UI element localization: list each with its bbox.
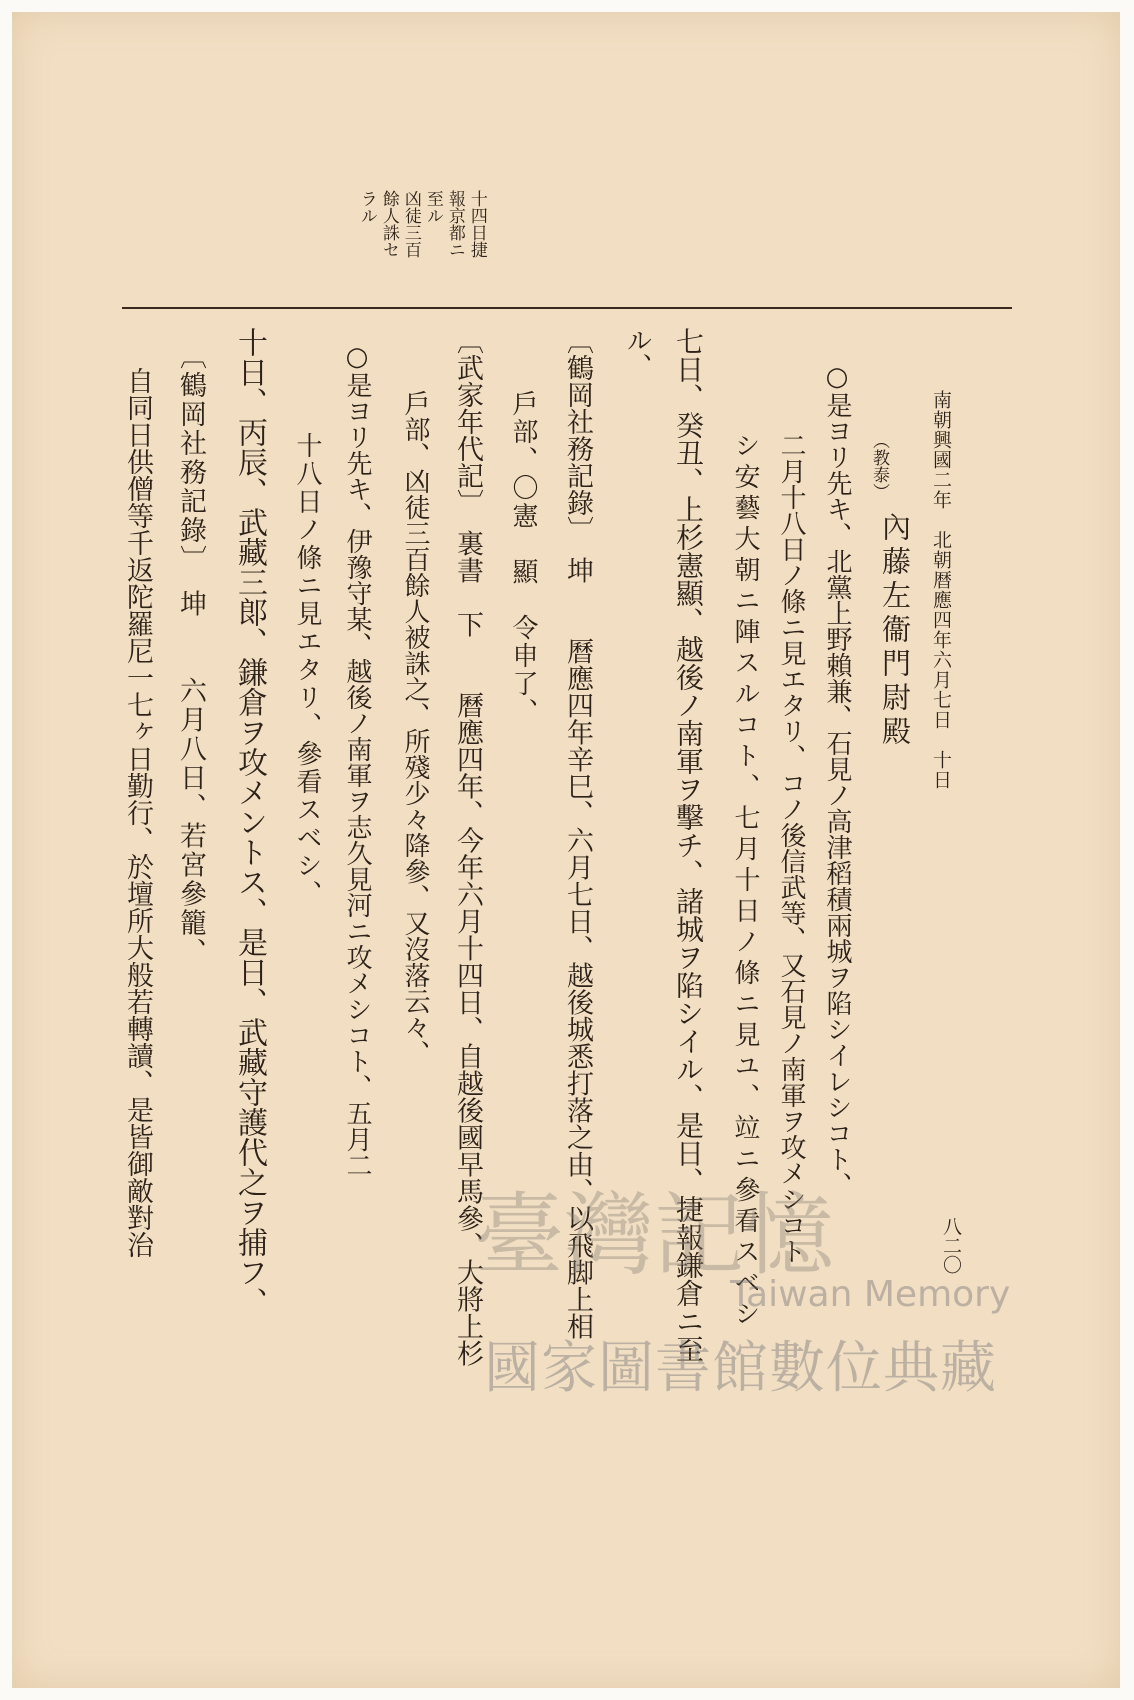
text-column: 十八日ノ條ニ見エタリ、參看スベシ、 bbox=[292, 432, 322, 908]
text-column: 二月十八日ノ條ニ見エタリ、コノ後信武等、又石見ノ南軍ヲ攻メシコト bbox=[776, 432, 806, 1264]
running-head: 南朝興國二年 北朝暦應四年六月七日 十日 bbox=[929, 390, 952, 790]
text-column: 十日、丙辰、武藏三郞、鎌倉ヲ攻メントス、是日、武藏守護代之ヲ捕フ、 bbox=[232, 327, 267, 1317]
side-note: 十四日捷 bbox=[466, 190, 487, 258]
watermark-institution: 國家圖書館數位典藏 bbox=[484, 1336, 997, 1401]
side-note: 凶徒三百 bbox=[400, 190, 421, 258]
watermark-english: Taiwan Memory bbox=[730, 1274, 1011, 1315]
side-note: ラル bbox=[356, 190, 377, 224]
header-divider bbox=[122, 307, 1012, 309]
document-page bbox=[12, 12, 1120, 1688]
text-column: 〔武家年代記〕 裏書 下 曆應四年、今年六月十四日、自越後國早馬參、大將上杉 bbox=[452, 327, 483, 1367]
text-column: シ安藝大朝ニ陣スルコト、七月十日ノ條ニ見ユ、竝ニ參看スベシ bbox=[730, 432, 760, 1331]
text-column: 內藤左衞門尉殿 bbox=[878, 512, 912, 750]
side-note: 餘人誅セ bbox=[378, 190, 399, 258]
text-column: 〔鶴岡社務記錄〕 坤 六月八日、若宮參籠、 bbox=[175, 342, 206, 967]
text-column: 七日、癸丑、上杉憲顯、越後ノ南軍ヲ擊チ、諸城ヲ陷シイル、是日、捷報鎌倉ニ至 bbox=[672, 327, 705, 1363]
page-number: 八二〇 bbox=[939, 1217, 962, 1274]
text-column: 自同日供僧等千返陀羅尼一七ヶ日勤行、於壇所大般若轉讀、是皆御敵對治 bbox=[122, 367, 153, 1258]
text-column: 戶部、〇憲 顯 令申了、 bbox=[508, 390, 538, 726]
text-column: ○是ヨリ先キ、北黨上野賴兼、石見ノ高津稻積兩城ヲ陷シイレシコト、 bbox=[822, 362, 852, 1198]
text-column: 〔鶴岡社務記錄〕 坤 曆應四年辛巳、六月七日、越後城悉打落之由、以飛脚上相 bbox=[562, 327, 593, 1340]
text-column: ル、 bbox=[622, 327, 652, 379]
watermark-logo-text: 臺灣記憶 bbox=[474, 1183, 834, 1288]
text-column: ○是ヨリ先キ、伊豫守某、越後ノ南軍ヲ志久見河ニ攻メシコト、五月二 bbox=[342, 342, 372, 1178]
text-column: （教泰） bbox=[869, 432, 889, 500]
side-note: 至ル bbox=[422, 190, 443, 224]
side-note: 報京都ニ bbox=[444, 190, 465, 258]
text-column: 戶部、凶徒三百餘人被誅之、所殘少々降參、又沒落云々、 bbox=[400, 390, 430, 1066]
